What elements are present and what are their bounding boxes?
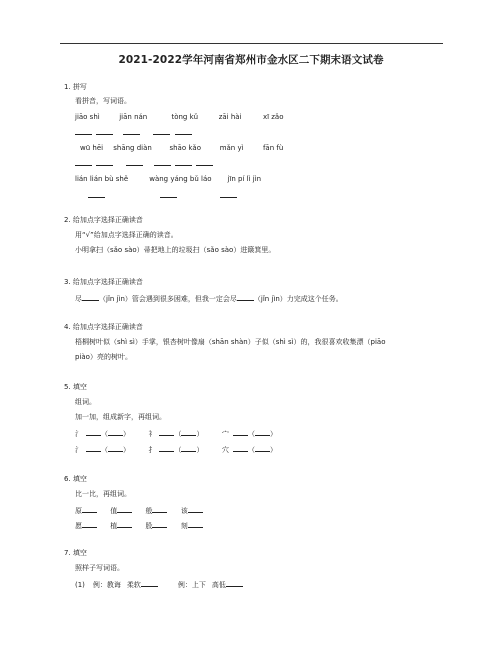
q4-line-2: piào）亮的树叶。	[75, 353, 132, 361]
example-1-word: 柔软	[126, 581, 141, 589]
answer-blank[interactable]	[220, 190, 237, 198]
answer-blank[interactable]	[233, 428, 248, 436]
paren-open: （	[247, 430, 255, 438]
pinyin: wàng yáng bǔ láo	[149, 175, 212, 183]
answer-blank[interactable]	[196, 158, 213, 166]
q5-row-1	[75, 428, 277, 439]
paren-close: ）	[269, 430, 277, 438]
pinyin: lián lián bù shě	[75, 175, 129, 183]
compare-char: 股	[145, 522, 153, 530]
top-rule	[60, 43, 443, 44]
radical: 礻	[148, 430, 156, 438]
answer-blank[interactable]	[152, 505, 167, 513]
pinyin: tòng kǔ	[171, 113, 199, 121]
answer-blank[interactable]	[160, 190, 177, 198]
answer-blank[interactable]	[75, 127, 92, 135]
paren-close: ）	[123, 430, 130, 438]
answer-blank[interactable]	[154, 158, 171, 166]
q6-heading: 6. 填空	[64, 475, 87, 483]
radical: 扌	[148, 446, 156, 454]
q7-item-1	[75, 579, 243, 590]
example-2-label: 例：上下	[177, 581, 206, 589]
q1-blank-row-2	[75, 158, 213, 169]
answer-blank[interactable]	[233, 444, 248, 452]
answer-blank[interactable]	[159, 428, 174, 436]
answer-blank[interactable]	[123, 127, 140, 135]
compare-char: 原	[75, 507, 82, 515]
answer-blank[interactable]	[188, 520, 203, 528]
pinyin: jiān nán	[119, 113, 148, 121]
item-number: (1)	[75, 581, 85, 589]
answer-blank[interactable]	[117, 520, 132, 528]
answer-blank[interactable]	[108, 428, 123, 436]
q4-line-1: 梧桐树叶似（shì sì）手掌，银杏树叶像扇（shān shàn）子似（shì sì）的，我很喜欢收集漂（piāo	[75, 338, 386, 346]
q5-heading: 5. 填空	[64, 383, 87, 391]
q5-row-2	[75, 444, 277, 455]
q6-instruction: 比一比，再组词。	[75, 490, 131, 498]
q1-pinyin-row-1	[75, 113, 284, 122]
answer-blank[interactable]	[96, 127, 113, 135]
radical: 宀	[221, 430, 229, 438]
q1-instruction: 看拼音，写词语。	[75, 97, 131, 105]
pinyin: jiāo shì	[75, 113, 100, 121]
q2-heading: 2. 给加点字选择正确读音	[64, 216, 143, 224]
answer-blank[interactable]	[181, 428, 196, 436]
example-2-word: 高低	[211, 581, 226, 589]
pinyin: zāi hài	[218, 113, 242, 121]
answer-blank[interactable]	[226, 579, 243, 587]
paren-close: ）	[196, 430, 204, 438]
q1-blank-row-1	[75, 127, 192, 138]
paren-open: （	[174, 446, 182, 454]
answer-blank[interactable]	[82, 520, 97, 528]
compare-char: 值	[110, 507, 118, 515]
answer-blank[interactable]	[153, 127, 170, 135]
q1-blank-row-3	[88, 190, 237, 201]
q6-row-1	[75, 505, 203, 516]
q4-heading: 4. 给加点字选择正确读音	[64, 323, 143, 331]
q1-pinyin-row-2	[80, 144, 283, 153]
paren-close: ）	[196, 446, 204, 454]
paren-close: ）	[269, 446, 277, 454]
paren-open: （	[101, 446, 108, 454]
answer-blank[interactable]	[82, 505, 97, 513]
q3-text-2: （jǐn jìn）管会遇到很多困难，但我一定会尽	[99, 295, 237, 303]
answer-blank[interactable]	[86, 444, 101, 452]
q3-heading: 3. 给加点字选择正确读音	[64, 278, 143, 286]
answer-blank[interactable]	[255, 444, 270, 452]
paren-open: （	[101, 430, 108, 438]
answer-blank[interactable]	[75, 158, 92, 166]
radical: 氵	[75, 446, 82, 454]
answer-blank[interactable]	[86, 428, 101, 436]
page-title: 2021-2022学年河南省郑州市金水区二下期末语文试卷	[118, 54, 384, 66]
pinyin: shāng diàn	[113, 144, 152, 152]
answer-blank[interactable]	[237, 293, 254, 301]
q3-text-1: 尽	[75, 295, 82, 303]
answer-blank[interactable]	[88, 190, 105, 198]
compare-char: 该	[180, 507, 188, 515]
q7-instruction: 照样子写词语。	[75, 564, 124, 572]
answer-blank[interactable]	[255, 428, 270, 436]
answer-blank[interactable]	[96, 158, 113, 166]
answer-blank[interactable]	[117, 505, 132, 513]
answer-blank[interactable]	[82, 293, 99, 301]
answer-blank[interactable]	[141, 579, 158, 587]
q2-sentence: 小明拿扫（sǎo sào）帚把地上的垃圾扫（sǎo sào）进簸箕里。	[75, 246, 276, 254]
answer-blank[interactable]	[152, 520, 167, 528]
answer-blank[interactable]	[175, 158, 192, 166]
q1-pinyin-row-3	[75, 175, 261, 184]
answer-blank[interactable]	[126, 158, 143, 166]
compare-char: 刻	[180, 522, 188, 530]
q3-text-3: （jǐn jìn）力完成这个任务。	[253, 295, 343, 303]
example-1-label: 例：教诲	[92, 581, 121, 589]
paren-open: （	[174, 430, 182, 438]
compare-char: 愿	[75, 522, 82, 530]
q2-instruction: 用“√”给加点字选择正确的读音。	[75, 231, 178, 239]
q6-row-2	[75, 520, 203, 531]
q7-heading: 7. 填空	[64, 549, 87, 557]
pinyin: fān fù	[262, 144, 284, 152]
pinyin: mǎn yì	[219, 144, 244, 152]
pinyin: shāo kǎo	[169, 144, 201, 152]
answer-blank[interactable]	[108, 444, 123, 452]
compare-char: 植	[110, 522, 118, 530]
answer-blank[interactable]	[188, 505, 203, 513]
answer-blank[interactable]	[175, 127, 192, 135]
radical: 氵	[75, 430, 82, 438]
answer-blank[interactable]	[181, 444, 196, 452]
answer-blank[interactable]	[159, 444, 174, 452]
pinyin: jīn pí lì jìn	[227, 175, 262, 183]
pinyin: wū hēi	[80, 144, 104, 152]
paren-open: （	[247, 446, 255, 454]
q1-heading: 1. 拼写	[64, 83, 87, 91]
q3-sentence	[75, 293, 343, 304]
q5-instruction: 加一加，组成新字，再组词。	[75, 413, 166, 421]
q5-sub: 组词。	[75, 398, 96, 406]
pinyin: xī zǎo	[262, 113, 284, 121]
paren-close: ）	[123, 446, 130, 454]
radical: 穴	[221, 446, 229, 454]
compare-char: 般	[145, 507, 153, 515]
